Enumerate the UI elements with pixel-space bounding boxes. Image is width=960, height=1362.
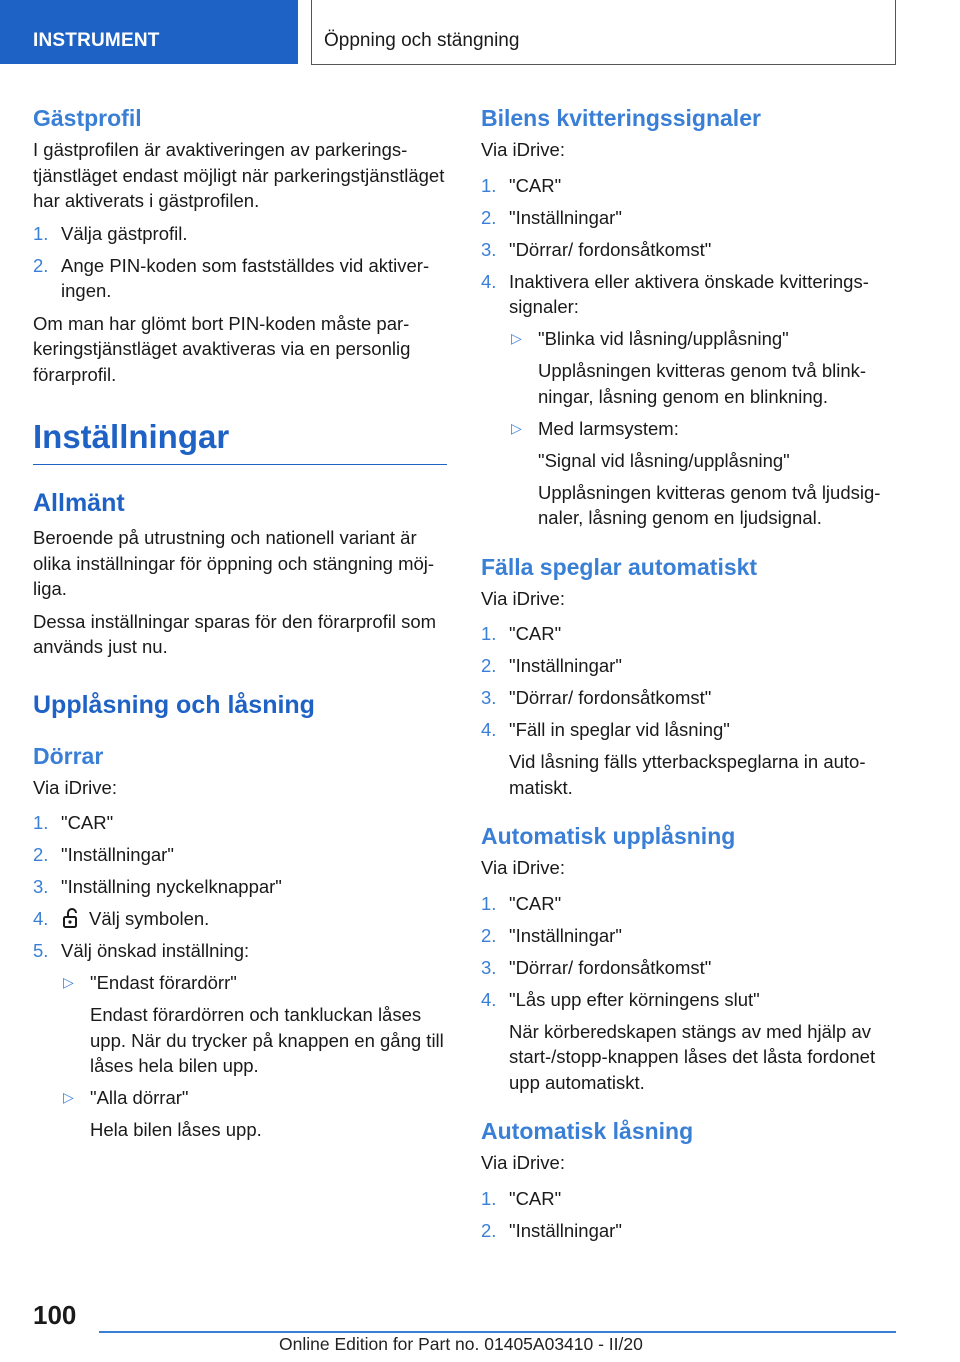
step-number: 2. [481, 655, 497, 676]
step-text: Välj önskad inställning: [61, 940, 250, 961]
list-item [481, 621, 893, 647]
step-number: 1. [481, 892, 497, 914]
via-idrive: Via iDrive: [481, 857, 565, 878]
step-description: Vid låsning fälls ytterbackspeglarna in automatiskt. [509, 751, 866, 798]
option-description: "Signal vid låsning/upplåsning" [538, 449, 790, 471]
step-number: 4. [33, 908, 49, 929]
heading-allmant: Allmänt [33, 489, 125, 517]
step-number: 3. [481, 687, 497, 708]
step-list [33, 810, 447, 1143]
step-list [481, 891, 893, 1096]
step-number: 3. [481, 956, 497, 978]
heading-gastprofil: Gästprofil [33, 105, 142, 131]
step-text: "Dörrar/ fordonsåtkomst" [509, 238, 712, 260]
option-item [61, 970, 447, 1079]
list-item [481, 653, 893, 679]
footer-edition: Online Edition for Part no. 01405A03410 - II/20 [279, 1334, 643, 1354]
section-tab: INSTRUMENT [0, 0, 298, 64]
list-item [33, 810, 447, 836]
list-item [481, 987, 893, 1096]
step-text: "Dörrar/ fordonsåtkomst" [509, 956, 712, 978]
paragraph: Dessa inställningar sparas för den förarprofil som används just nu. [33, 610, 437, 657]
step-number: 3. [33, 876, 49, 897]
step-text: "Inställning nyckelknappar" [61, 876, 282, 897]
step-number: 1. [33, 812, 49, 833]
right-column [481, 103, 893, 1250]
via-idrive: Via iDrive: [481, 1152, 565, 1173]
option-description: Endast förardörren och tankluckan låses upp. När du trycker på knappen en gång till låses hela bilen upp. [90, 1004, 444, 1076]
step-number: 4. [481, 270, 497, 292]
step-text: "Inställningar" [509, 206, 622, 228]
paragraph: I gästprofilen är avaktiveringen av parkeringstjänstläget endast möjligt när parkeringstjänstläget har aktiverats i gästprofilen. [33, 139, 445, 211]
heading-dorrar: Dörrar [33, 742, 104, 769]
option-description: Hela bilen låses upp. [90, 1119, 262, 1140]
list-item [481, 173, 893, 199]
list-item [481, 685, 893, 711]
step-number: 3. [481, 238, 497, 260]
option-label: "Alla dörrar" [90, 1087, 189, 1108]
option-label: "Blinka vid låsning/upplåsning" [538, 328, 789, 349]
step-text: "CAR" [509, 174, 562, 196]
step-text: "Inställningar" [509, 655, 622, 676]
step-text: "Inställningar" [61, 844, 174, 865]
option-label: Med larmsystem: [538, 417, 679, 439]
step-description: När körberedskapen stängs av med hjälp av start-/stopp-knappen låses det låsta fordonet upp automatiskt. [509, 1020, 876, 1093]
option-description: Upplåsningen kvitteras genom två ljudsignaler, låsning genom en ljudsignal. [538, 481, 881, 528]
step-number: 4. [481, 719, 497, 740]
option-item [509, 416, 893, 531]
step-number: 1. [481, 174, 497, 196]
step-text: "CAR" [509, 892, 562, 914]
option-label: "Endast förardörr" [90, 972, 237, 993]
list-item [481, 269, 893, 531]
step-text: Ange PIN-koden som fastställdes vid aktiveringen. [61, 254, 430, 301]
list-item [481, 923, 893, 949]
page-number: 100 [33, 1300, 77, 1330]
list-item [481, 891, 893, 917]
step-list [481, 621, 893, 800]
option-item [509, 326, 893, 409]
list-item [33, 842, 447, 868]
step-text: "Inställningar" [509, 1219, 622, 1241]
list-item [481, 237, 893, 263]
option-item [61, 1085, 447, 1143]
step-text: "Fäll in speglar vid låsning" [509, 719, 730, 740]
step-text: "CAR" [509, 1187, 562, 1209]
chapter-title: Öppning och stängning [311, 0, 896, 65]
triangle-bullet-icon: ▷ [63, 1089, 74, 1105]
via-idrive: Via iDrive: [481, 139, 565, 160]
step-text: "CAR" [61, 812, 114, 833]
heading-automatisk-lasning: Automatisk låsning [481, 1118, 694, 1144]
triangle-bullet-icon: ▷ [511, 330, 522, 346]
step-number: 1. [481, 1187, 497, 1209]
step-list [481, 1186, 893, 1244]
step-list [33, 221, 447, 304]
heading-automatisk-upplasning: Automatisk upplåsning [481, 823, 736, 849]
triangle-bullet-icon: ▷ [511, 419, 522, 436]
triangle-bullet-icon: ▷ [63, 974, 74, 990]
list-item [481, 955, 893, 981]
unlock-icon [63, 907, 81, 929]
step-text: "Dörrar/ fordonsåtkomst" [509, 687, 712, 708]
via-idrive: Via iDrive: [481, 587, 565, 609]
list-item [481, 205, 893, 231]
step-number: 4. [481, 988, 497, 1010]
step-number: 5. [33, 940, 49, 961]
heading-speglar: Fälla speglar automatiskt [481, 553, 758, 580]
step-text: "CAR" [509, 623, 562, 644]
list-item [33, 221, 447, 247]
step-number: 1. [481, 623, 497, 644]
heading-upplasning: Upplåsning och låsning [33, 690, 315, 719]
step-number: 2. [481, 206, 497, 228]
heading-installningar: Inställningar [33, 416, 447, 465]
option-description: Upplåsningen kvitteras genom två blinkningar, låsning genom en blinkning. [538, 360, 867, 407]
list-item [481, 1218, 893, 1244]
step-text: Välj symbolen. [89, 908, 210, 929]
step-number: 2. [33, 844, 49, 865]
list-item [33, 253, 447, 304]
left-column [33, 103, 447, 1150]
step-text: Välja gästprofil. [61, 222, 188, 244]
paragraph: Om man har glömt bort PIN-koden måste parkeringstjänstläget avaktiveras via en personlig förarprofil. [33, 312, 411, 385]
step-number: 2. [481, 1219, 497, 1241]
step-text: "Inställningar" [509, 924, 622, 946]
list-item [481, 1186, 893, 1212]
via-idrive: Via iDrive: [33, 776, 117, 798]
list-item [481, 717, 893, 800]
list-item [33, 874, 447, 900]
step-number: 2. [481, 924, 497, 946]
step-number: 1. [33, 222, 49, 244]
heading-kvittering: Bilens kvitteringssignaler [481, 105, 761, 131]
step-number: 2. [33, 254, 49, 276]
step-text: "Lås upp efter körningens slut" [509, 988, 760, 1010]
step-list [481, 173, 893, 531]
list-item [33, 938, 447, 1143]
footer-divider [99, 1331, 896, 1333]
step-text: Inaktivera eller aktivera önskade kvitteringssignaler: [509, 270, 869, 317]
list-item [33, 906, 447, 932]
paragraph: Beroende på utrustning och nationell variant är olika inställningar för öppning och stängning möjliga. [33, 527, 435, 599]
